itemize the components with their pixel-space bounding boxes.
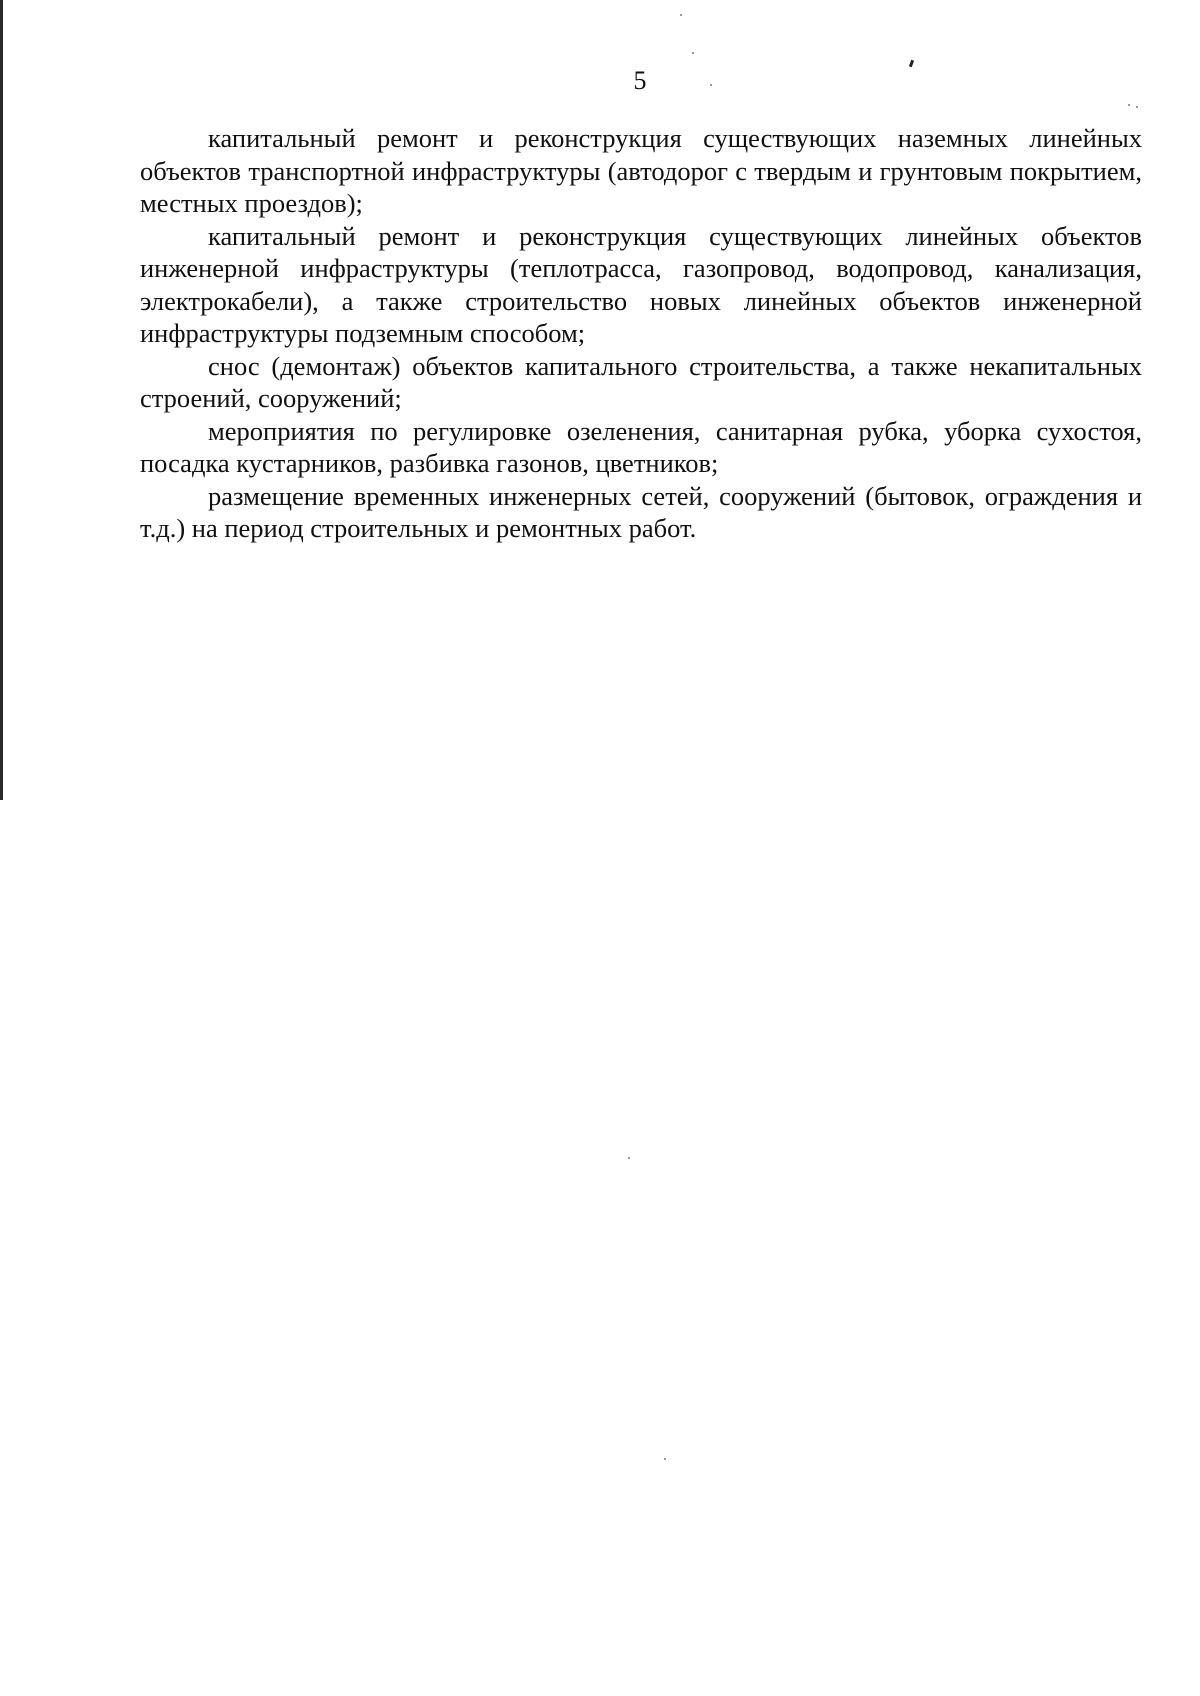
scan-speck (710, 84, 712, 86)
paragraph-demolition: снос (демонтаж) объектов капитального строительства, а также некапитальных строений, сооружений; (140, 350, 1142, 413)
scan-left-edge (0, 0, 3, 800)
paragraph-temporary-structures: размещение временных инженерных сетей, сооружений (бытовок, ограждения и т.д.) на период строительных и ремонтных работ. (140, 480, 1142, 543)
scan-speck (692, 52, 694, 54)
paragraph-landscaping: мероприятия по регулировке озеленения, санитарная рубка, уборка сухостоя, посадка кустарников, разбивка газонов, цветников; (140, 415, 1142, 478)
scan-mark (909, 60, 914, 68)
scan-speck (680, 14, 682, 16)
scan-speck (628, 1157, 630, 1159)
document-body (140, 122, 1142, 545)
page-number: 5 (633, 66, 647, 95)
paragraph-engineering-repair: капитальный ремонт и реконструкция существующих линейных объектов инженерной инфраструктуры (теплотрасса, газопровод, водопровод, канализация, электрокабели), а также строительство новых линейных объектов инженерной инфраструктуры подземным способом; (140, 220, 1142, 348)
paragraph-road-repair: капитальный ремонт и реконструкция существующих наземных линейных объектов транспортной инфраструктуры (автодорог с твердым и грунтовым покрытием, местных проездов); (140, 123, 1142, 218)
scan-speck (1136, 106, 1138, 108)
scan-speck (1128, 104, 1130, 106)
scan-speck (664, 1458, 666, 1460)
